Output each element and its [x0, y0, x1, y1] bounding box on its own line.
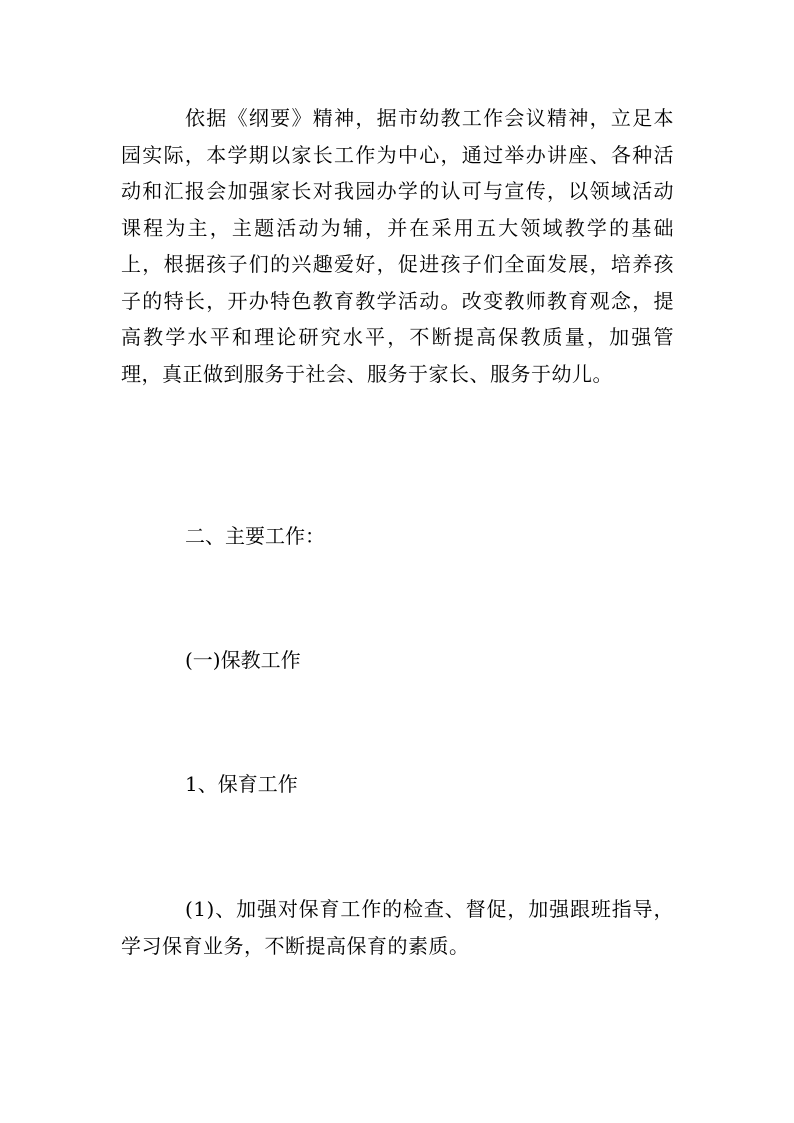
item-paragraph: (1)、加强对保育工作的检查、督促，加强跟班指导，学习保育业务，不断提高保育的素质。 — [121, 897, 674, 958]
section-heading: 二、主要工作： — [185, 524, 325, 548]
item-heading: 1、保育工作 — [185, 772, 298, 796]
intro-paragraph: 依据《纲要》精神，据市幼教工作会议精神，立足本园实际，本学期以家长工作为中心，通过举办讲座、各种活动和汇报会加强家长对我园办学的认可与宣传，以领域活动课程为主，主题活动为辅，并在采用五大领域教学的基础上，根据孩子们的兴趣爱好，促进孩子们全面发展，培养孩子的特长，开办特色教育教学活动。改变教师教育观念，提高教学水平和理论研究水平，不断提高保教质量，加强管理，真正做到服务于社会、服务于家长、服务于幼儿。 — [121, 106, 674, 386]
subsection-heading: (一)保教工作 — [185, 648, 301, 672]
